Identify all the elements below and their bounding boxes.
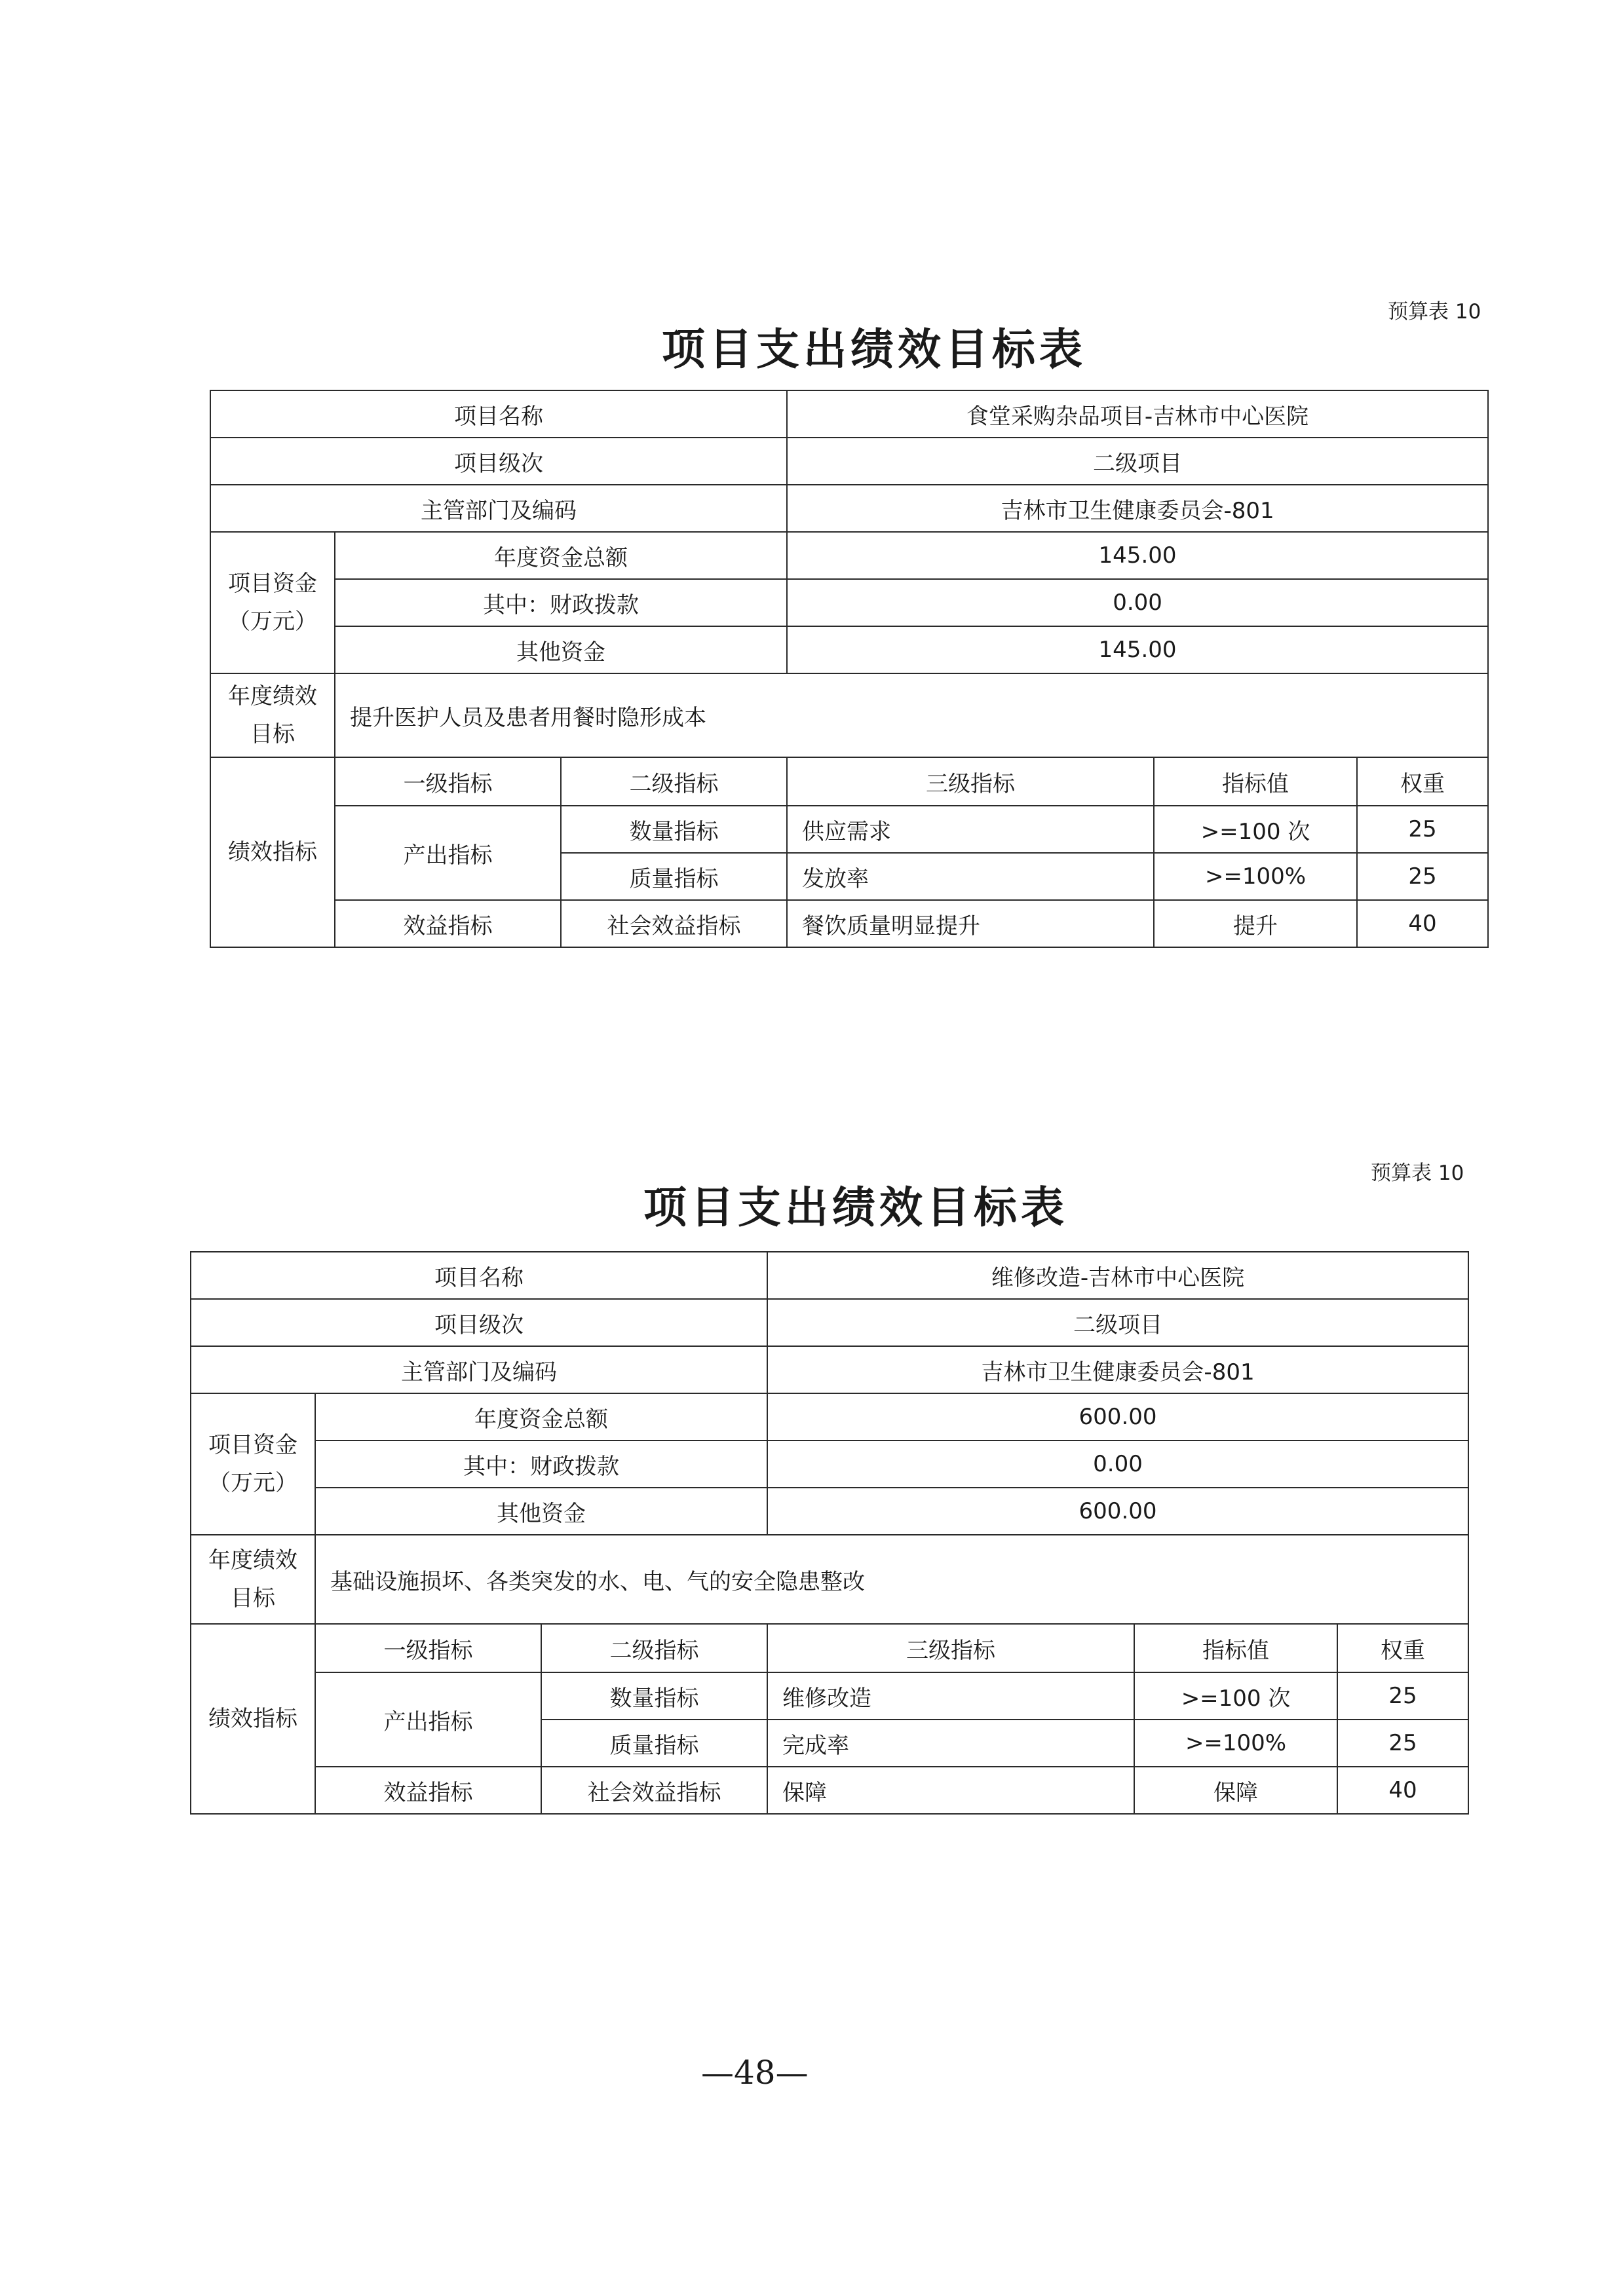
other-fund-value: 145.00	[787, 626, 1488, 673]
performance-table-2	[190, 1251, 1469, 1815]
fund-group-label: 项目资金（万元）	[191, 1393, 315, 1535]
annual-goal-label: 年度绩效目标	[191, 1535, 315, 1624]
l2-cell: 社会效益指标	[541, 1767, 767, 1814]
project-name-label: 项目名称	[210, 390, 787, 438]
fiscal-value: 0.00	[767, 1440, 1468, 1488]
l2-cell: 数量指标	[561, 806, 787, 853]
l1-header: 一级指标	[315, 1624, 541, 1672]
table-row	[191, 1672, 1468, 1720]
value-cell: >=100%	[1154, 853, 1357, 900]
l1-header: 一级指标	[335, 757, 561, 806]
table-row	[210, 806, 1488, 853]
l3-cell: 保障	[767, 1767, 1134, 1814]
l2-cell: 数量指标	[541, 1672, 767, 1720]
weight-cell: 25	[1337, 1720, 1468, 1767]
value-cell: >=100%	[1134, 1720, 1337, 1767]
project-level-label: 项目级次	[210, 438, 787, 485]
weight-cell: 25	[1337, 1672, 1468, 1720]
l2-cell: 质量指标	[541, 1720, 767, 1767]
perf-indicators-label: 绩效指标	[191, 1624, 315, 1814]
dept-label: 主管部门及编码	[210, 485, 787, 532]
fiscal-label: 其中：财政拨款	[315, 1440, 767, 1488]
dept-label: 主管部门及编码	[191, 1346, 767, 1393]
other-fund-label: 其他资金	[335, 626, 787, 673]
page-number: —48—	[701, 2054, 809, 2092]
annual-total-label: 年度资金总额	[335, 532, 787, 579]
l3-header: 三级指标	[767, 1624, 1134, 1672]
value-header: 指标值	[1134, 1624, 1337, 1672]
l3-cell: 发放率	[787, 853, 1154, 900]
benefit-indicator-label: 效益指标	[315, 1767, 541, 1814]
l3-cell: 维修改造	[767, 1672, 1134, 1720]
l2-header: 二级指标	[541, 1624, 767, 1672]
dept-value: 吉林市卫生健康委员会-801	[767, 1346, 1468, 1393]
annual-total-value: 145.00	[787, 532, 1488, 579]
project-level-value: 二级项目	[767, 1299, 1468, 1346]
other-fund-value: 600.00	[767, 1488, 1468, 1535]
l2-cell: 质量指标	[561, 853, 787, 900]
table-row	[210, 900, 1488, 947]
weight-cell: 40	[1357, 900, 1488, 947]
value-cell: >=100 次	[1134, 1672, 1337, 1720]
weight-header: 权重	[1337, 1624, 1468, 1672]
value-cell: 提升	[1154, 900, 1357, 947]
project-name-value: 维修改造-吉林市中心医院	[767, 1252, 1468, 1299]
value-cell: >=100 次	[1154, 806, 1357, 853]
project-name-value: 食堂采购杂品项目-吉林市中心医院	[787, 390, 1488, 438]
annual-total-value: 600.00	[767, 1393, 1468, 1440]
annual-goal-value: 提升医护人员及患者用餐时隐形成本	[335, 673, 1488, 757]
annual-goal-value: 基础设施损坏、各类突发的水、电、气的安全隐患整改	[315, 1535, 1468, 1624]
weight-header: 权重	[1357, 757, 1488, 806]
project-level-label: 项目级次	[191, 1299, 767, 1346]
annual-total-label: 年度资金总额	[315, 1393, 767, 1440]
l3-header: 三级指标	[787, 757, 1154, 806]
output-indicator-label: 产出指标	[335, 806, 561, 900]
table-no-2: 预算表 10	[1371, 1161, 1464, 1185]
annual-goal-label: 年度绩效目标	[210, 673, 335, 757]
l2-cell: 社会效益指标	[561, 900, 787, 947]
other-fund-label: 其他资金	[315, 1488, 767, 1535]
project-name-label: 项目名称	[191, 1252, 767, 1299]
table-title-1: 项目支出绩效目标表	[662, 324, 1086, 375]
benefit-indicator-label: 效益指标	[335, 900, 561, 947]
weight-cell: 40	[1337, 1767, 1468, 1814]
l3-cell: 完成率	[767, 1720, 1134, 1767]
value-header: 指标值	[1154, 757, 1357, 806]
table-row	[191, 1767, 1468, 1814]
dept-value: 吉林市卫生健康委员会-801	[787, 485, 1488, 532]
l3-cell: 供应需求	[787, 806, 1154, 853]
fiscal-value: 0.00	[787, 579, 1488, 626]
fiscal-label: 其中：财政拨款	[335, 579, 787, 626]
project-level-value: 二级项目	[787, 438, 1488, 485]
perf-indicators-label: 绩效指标	[210, 757, 335, 947]
output-indicator-label: 产出指标	[315, 1672, 541, 1767]
weight-cell: 25	[1357, 853, 1488, 900]
fund-group-label: 项目资金（万元）	[210, 532, 335, 673]
weight-cell: 25	[1357, 806, 1488, 853]
table-no-1: 预算表 10	[1388, 300, 1481, 324]
l2-header: 二级指标	[561, 757, 787, 806]
value-cell: 保障	[1134, 1767, 1337, 1814]
performance-table-1	[210, 390, 1489, 948]
l3-cell: 餐饮质量明显提升	[787, 900, 1154, 947]
table-title-2: 项目支出绩效目标表	[643, 1182, 1068, 1233]
